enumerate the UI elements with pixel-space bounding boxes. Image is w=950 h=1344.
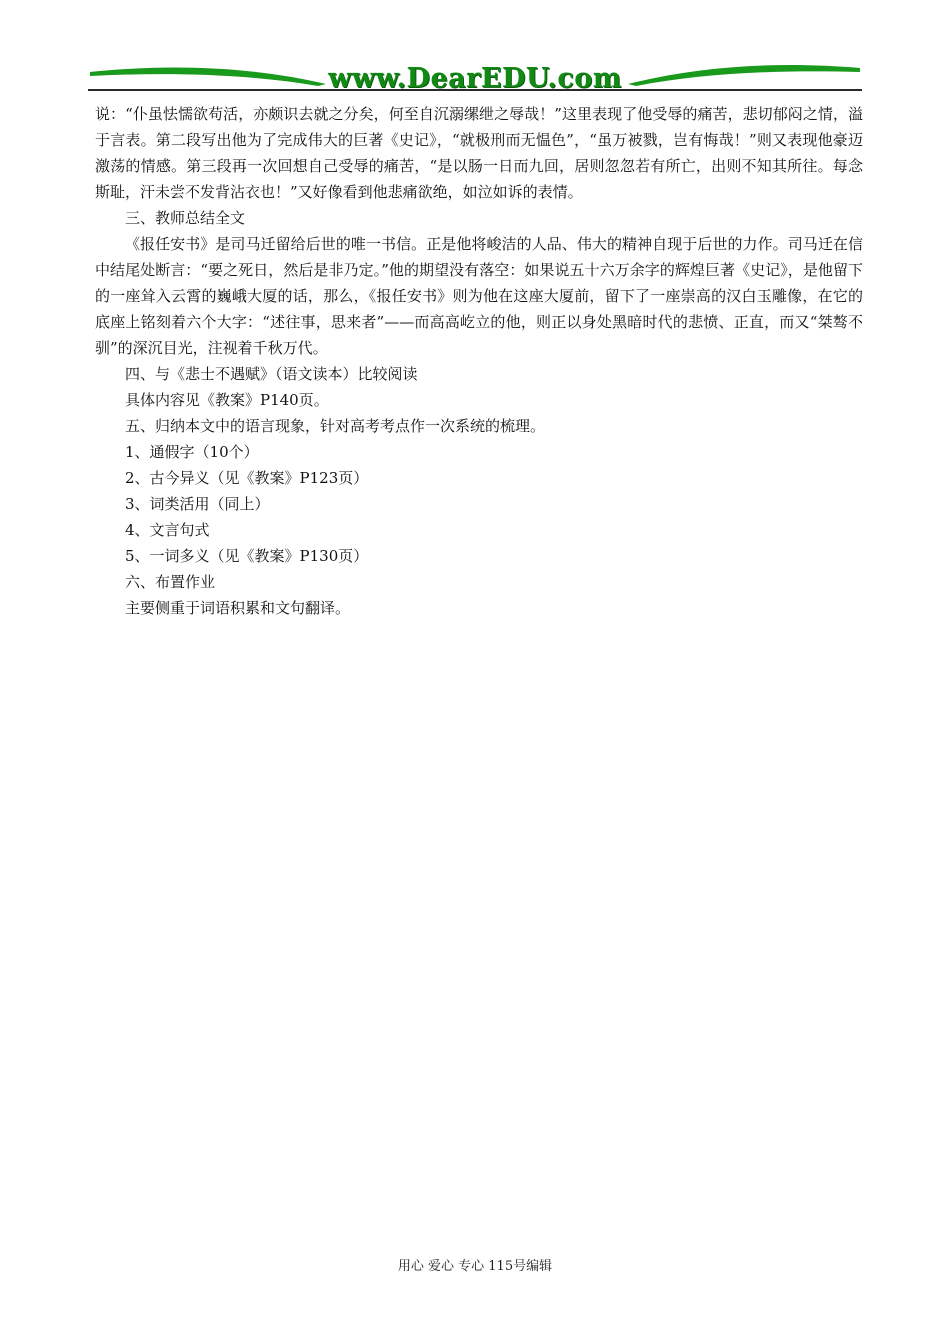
paragraph-analysis: 说：“仆虽怯懦欲苟活，亦颇识去就之分矣，何至自沉溺缧绁之辱哉！”这里表现了他受辱的痛苦，悲切郁闷之情，溢于言表。第二段写出他为了完成伟大的巨著《史记》，“就极刑而无愠色”，“虽万被戮，岂有悔哉！”则又表现他豪迈激荡的情感。第三段再一次回想自己受辱的痛苦，“是以肠一日而九回，居则忽忽若有所亡，出则不知其所往。每念斯耻，汗未尝不发背沾衣也！”又好像看到他悲痛欲绝，如泣如诉的表情。 — [95, 105, 863, 201]
list-item-wenyan-jushi: 4、文言句式 — [125, 521, 210, 539]
section-heading-summary: 三、教师总结全文 — [125, 209, 246, 227]
list-item-yici-duoyi: 5、一词多义（见《教案》P130页） — [125, 547, 369, 565]
site-logo[interactable]: www.DearEDU.com — [328, 63, 622, 94]
document-body — [95, 101, 863, 621]
site-header-banner — [88, 62, 862, 98]
page-footer: 用心 爱心 专心 115号编辑 — [397, 1259, 553, 1274]
list-item-gujin-yiyi: 2、古今异义（见《教案》P123页） — [125, 469, 369, 487]
section-heading-language: 五、归纳本文中的语言现象，针对高考考点作一次系统的梳理。 — [125, 417, 546, 435]
list-item-cilei-huoyong: 3、词类活用（同上） — [125, 495, 270, 513]
section-heading-homework: 六、布置作业 — [125, 573, 216, 591]
paragraph-reference: 具体内容见《教案》P140页。 — [125, 391, 329, 409]
list-item-tongjiazi: 1、通假字（10个） — [125, 443, 259, 461]
paragraph-homework: 主要侧重于词语积累和文句翻译。 — [125, 599, 351, 617]
section-heading-comparison: 四、与《悲士不遇赋》（语文读本）比较阅读 — [125, 365, 418, 383]
paragraph-summary: 《报任安书》是司马迁留给后世的唯一书信。正是他将峻洁的人品、伟大的精神自现于后世的力作。司马迁在信中结尾处断言：“要之死日，然后是非乃定。”他的期望没有落空：如果说五十六万余字的辉煌巨著《史记》，是他留下的一座耸入云霄的巍峨大厦的话，那么，《报任安书》则为他在这座大厦前，留下了一座崇高的汉白玉雕像，在它的底座上铭刻着六个大字：“述往事，思来者”——而高高屹立的他，则正以身处黑暗时代的悲愤、正直，而又“桀骜不驯”的深沉目光，注视着千秋万代。 — [95, 235, 863, 357]
